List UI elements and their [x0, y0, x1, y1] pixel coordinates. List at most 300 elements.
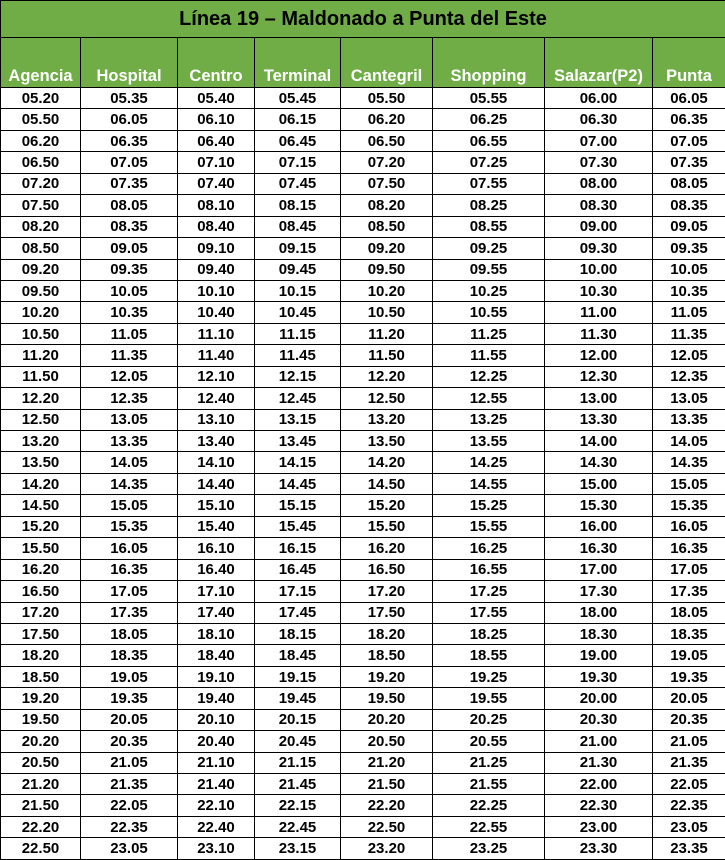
time-cell: 07.50	[1, 195, 81, 216]
time-cell: 14.05	[653, 431, 725, 452]
time-cell: 15.50	[341, 516, 433, 537]
time-cell: 15.05	[81, 495, 178, 516]
table-row	[1, 238, 725, 259]
time-cell: 13.35	[653, 409, 725, 430]
time-cell: 14.05	[81, 452, 178, 473]
time-cell: 15.20	[1, 516, 81, 537]
time-cell: 23.25	[433, 838, 545, 859]
table-row	[1, 345, 725, 366]
time-cell: 10.35	[653, 280, 725, 301]
table-row	[1, 195, 725, 216]
column-header-label: Centro	[178, 67, 254, 87]
time-cell: 11.35	[81, 345, 178, 366]
time-cell: 20.20	[341, 709, 433, 730]
time-cell: 06.40	[178, 130, 255, 151]
time-cell: 20.15	[255, 709, 341, 730]
time-cell: 10.55	[433, 302, 545, 323]
time-cell: 17.20	[1, 602, 81, 623]
table-row	[1, 688, 725, 709]
time-cell: 19.35	[653, 666, 725, 687]
time-cell: 14.00	[545, 431, 653, 452]
time-cell: 16.35	[653, 538, 725, 559]
table-row	[1, 109, 725, 130]
time-cell: 22.55	[433, 816, 545, 837]
time-cell: 13.50	[1, 452, 81, 473]
time-cell: 05.55	[433, 88, 545, 109]
time-cell: 08.20	[341, 195, 433, 216]
time-cell: 20.10	[178, 709, 255, 730]
time-cell: 11.40	[178, 345, 255, 366]
time-cell: 22.50	[1, 838, 81, 859]
time-cell: 21.20	[341, 752, 433, 773]
column-header-terminal	[255, 38, 341, 88]
column-header-label: Cantegril	[341, 67, 432, 87]
time-cell: 20.50	[1, 752, 81, 773]
time-cell: 09.05	[81, 238, 178, 259]
time-cell: 23.00	[545, 816, 653, 837]
time-cell: 16.25	[433, 538, 545, 559]
time-cell: 14.40	[178, 473, 255, 494]
time-cell: 19.55	[433, 688, 545, 709]
time-cell: 22.35	[81, 816, 178, 837]
time-cell: 21.35	[653, 752, 725, 773]
time-cell: 12.35	[81, 388, 178, 409]
time-cell: 08.15	[255, 195, 341, 216]
time-cell: 15.55	[433, 516, 545, 537]
time-cell: 18.35	[81, 645, 178, 666]
time-cell: 12.00	[545, 345, 653, 366]
time-cell: 11.35	[653, 323, 725, 344]
column-header-centro	[178, 38, 255, 88]
time-cell: 09.05	[653, 216, 725, 237]
time-cell: 23.35	[653, 838, 725, 859]
time-cell: 08.10	[178, 195, 255, 216]
time-cell: 19.05	[81, 666, 178, 687]
time-cell: 23.05	[653, 816, 725, 837]
time-cell: 22.10	[178, 795, 255, 816]
time-cell: 18.50	[1, 666, 81, 687]
time-cell: 18.55	[433, 645, 545, 666]
time-cell: 11.10	[178, 323, 255, 344]
time-cell: 16.20	[341, 538, 433, 559]
time-cell: 22.20	[341, 795, 433, 816]
time-cell: 17.00	[545, 559, 653, 580]
time-cell: 07.35	[653, 152, 725, 173]
table-row	[1, 409, 725, 430]
table-row	[1, 431, 725, 452]
table-row	[1, 538, 725, 559]
time-cell: 17.25	[433, 581, 545, 602]
time-cell: 06.20	[1, 130, 81, 151]
time-cell: 07.55	[433, 173, 545, 194]
time-cell: 05.35	[81, 88, 178, 109]
time-cell: 10.30	[545, 280, 653, 301]
time-cell: 15.35	[653, 495, 725, 516]
time-cell: 06.50	[1, 152, 81, 173]
time-cell: 14.35	[81, 473, 178, 494]
time-cell: 17.50	[1, 623, 81, 644]
time-cell: 17.45	[255, 602, 341, 623]
table-row	[1, 774, 725, 795]
time-cell: 08.35	[653, 195, 725, 216]
time-cell: 16.00	[545, 516, 653, 537]
table-row	[1, 388, 725, 409]
time-cell: 10.20	[1, 302, 81, 323]
time-cell: 14.50	[1, 495, 81, 516]
time-cell: 20.05	[81, 709, 178, 730]
time-cell: 13.05	[653, 388, 725, 409]
time-cell: 12.50	[341, 388, 433, 409]
time-cell: 18.05	[81, 623, 178, 644]
time-cell: 09.00	[545, 216, 653, 237]
time-cell: 14.55	[433, 473, 545, 494]
time-cell: 13.15	[255, 409, 341, 430]
time-cell: 05.20	[1, 88, 81, 109]
time-cell: 06.10	[178, 109, 255, 130]
column-header-label: Punta	[653, 67, 725, 87]
time-cell: 12.45	[255, 388, 341, 409]
time-cell: 17.20	[341, 581, 433, 602]
time-cell: 20.45	[255, 731, 341, 752]
time-cell: 17.50	[341, 602, 433, 623]
time-cell: 22.30	[545, 795, 653, 816]
time-cell: 15.10	[178, 495, 255, 516]
time-cell: 05.50	[1, 109, 81, 130]
time-cell: 14.35	[653, 452, 725, 473]
time-cell: 19.25	[433, 666, 545, 687]
time-cell: 06.05	[81, 109, 178, 130]
time-cell: 19.05	[653, 645, 725, 666]
column-header-row	[1, 38, 725, 88]
time-cell: 07.20	[1, 173, 81, 194]
time-cell: 14.45	[255, 473, 341, 494]
time-cell: 15.20	[341, 495, 433, 516]
column-header-salazar-p2	[545, 38, 653, 88]
time-cell: 20.20	[1, 731, 81, 752]
time-cell: 12.05	[81, 366, 178, 387]
time-cell: 11.05	[81, 323, 178, 344]
time-cell: 18.40	[178, 645, 255, 666]
time-cell: 11.50	[1, 366, 81, 387]
time-cell: 15.30	[545, 495, 653, 516]
time-cell: 22.05	[653, 774, 725, 795]
time-cell: 09.50	[341, 259, 433, 280]
time-cell: 21.40	[178, 774, 255, 795]
time-cell: 16.50	[1, 581, 81, 602]
column-header-agencia	[1, 38, 81, 88]
time-cell: 22.50	[341, 816, 433, 837]
time-cell: 09.15	[255, 238, 341, 259]
time-cell: 10.10	[178, 280, 255, 301]
table-row	[1, 645, 725, 666]
time-cell: 17.15	[255, 581, 341, 602]
time-cell: 11.45	[255, 345, 341, 366]
time-cell: 20.00	[545, 688, 653, 709]
time-cell: 23.05	[81, 838, 178, 859]
time-cell: 06.50	[341, 130, 433, 151]
time-cell: 09.30	[545, 238, 653, 259]
time-cell: 21.35	[81, 774, 178, 795]
time-cell: 12.50	[1, 409, 81, 430]
page-title-text: Línea 19 – Maldonado a Punta del Este	[179, 1, 547, 31]
time-cell: 17.05	[81, 581, 178, 602]
time-cell: 06.35	[653, 109, 725, 130]
table-row	[1, 280, 725, 301]
time-cell: 10.25	[433, 280, 545, 301]
time-cell: 06.00	[545, 88, 653, 109]
time-cell: 07.20	[341, 152, 433, 173]
time-cell: 12.10	[178, 366, 255, 387]
time-cell: 10.35	[81, 302, 178, 323]
time-cell: 17.40	[178, 602, 255, 623]
time-cell: 08.50	[341, 216, 433, 237]
time-cell: 08.00	[545, 173, 653, 194]
table-row	[1, 173, 725, 194]
time-cell: 17.35	[81, 602, 178, 623]
time-cell: 22.25	[433, 795, 545, 816]
time-cell: 13.10	[178, 409, 255, 430]
time-cell: 17.10	[178, 581, 255, 602]
time-cell: 10.20	[341, 280, 433, 301]
time-cell: 19.40	[178, 688, 255, 709]
time-cell: 20.40	[178, 731, 255, 752]
time-cell: 21.15	[255, 752, 341, 773]
time-cell: 18.10	[178, 623, 255, 644]
time-cell: 18.30	[545, 623, 653, 644]
time-cell: 05.50	[341, 88, 433, 109]
time-cell: 21.25	[433, 752, 545, 773]
table-row	[1, 473, 725, 494]
time-cell: 22.35	[653, 795, 725, 816]
time-cell: 23.15	[255, 838, 341, 859]
time-cell: 19.00	[545, 645, 653, 666]
time-cell: 14.20	[1, 473, 81, 494]
time-cell: 20.30	[545, 709, 653, 730]
time-cell: 08.55	[433, 216, 545, 237]
time-cell: 20.55	[433, 731, 545, 752]
time-cell: 19.35	[81, 688, 178, 709]
time-cell: 09.55	[433, 259, 545, 280]
time-cell: 12.25	[433, 366, 545, 387]
time-cell: 14.25	[433, 452, 545, 473]
time-cell: 07.45	[255, 173, 341, 194]
time-cell: 09.35	[81, 259, 178, 280]
time-cell: 16.45	[255, 559, 341, 580]
time-cell: 22.00	[545, 774, 653, 795]
time-cell: 15.50	[1, 538, 81, 559]
time-cell: 22.45	[255, 816, 341, 837]
time-cell: 17.30	[545, 581, 653, 602]
time-cell: 16.30	[545, 538, 653, 559]
table-row	[1, 216, 725, 237]
time-cell: 12.05	[653, 345, 725, 366]
column-header-cantegril	[341, 38, 433, 88]
time-cell: 19.30	[545, 666, 653, 687]
time-cell: 18.45	[255, 645, 341, 666]
time-cell: 12.15	[255, 366, 341, 387]
time-cell: 13.00	[545, 388, 653, 409]
time-cell: 21.30	[545, 752, 653, 773]
time-cell: 06.05	[653, 88, 725, 109]
time-cell: 13.40	[178, 431, 255, 452]
time-cell: 09.40	[178, 259, 255, 280]
time-cell: 18.20	[341, 623, 433, 644]
time-cell: 19.20	[1, 688, 81, 709]
time-cell: 06.55	[433, 130, 545, 151]
time-cell: 13.45	[255, 431, 341, 452]
time-cell: 06.30	[545, 109, 653, 130]
time-cell: 21.20	[1, 774, 81, 795]
time-cell: 10.15	[255, 280, 341, 301]
time-cell: 15.40	[178, 516, 255, 537]
time-cell: 07.10	[178, 152, 255, 173]
time-cell: 09.25	[433, 238, 545, 259]
time-cell: 08.50	[1, 238, 81, 259]
column-header-label: Hospital	[81, 67, 177, 87]
time-cell: 09.10	[178, 238, 255, 259]
time-cell: 06.15	[255, 109, 341, 130]
time-cell: 21.55	[433, 774, 545, 795]
time-cell: 08.45	[255, 216, 341, 237]
time-cell: 18.25	[433, 623, 545, 644]
time-cell: 23.20	[341, 838, 433, 859]
time-cell: 19.20	[341, 666, 433, 687]
time-cell: 17.55	[433, 602, 545, 623]
time-cell: 08.05	[81, 195, 178, 216]
time-cell: 07.05	[81, 152, 178, 173]
time-cell: 13.50	[341, 431, 433, 452]
page-title	[1, 1, 725, 38]
column-header-label: Salazar(P2)	[545, 67, 652, 87]
time-cell: 11.20	[1, 345, 81, 366]
time-cell: 15.15	[255, 495, 341, 516]
table-row	[1, 130, 725, 151]
column-header-punta	[653, 38, 725, 88]
table-row	[1, 152, 725, 173]
time-cell: 06.20	[341, 109, 433, 130]
time-cell: 14.30	[545, 452, 653, 473]
time-cell: 08.35	[81, 216, 178, 237]
table-row	[1, 602, 725, 623]
time-cell: 13.20	[341, 409, 433, 430]
table-row	[1, 259, 725, 280]
time-cell: 14.10	[178, 452, 255, 473]
table-row	[1, 559, 725, 580]
time-cell: 14.50	[341, 473, 433, 494]
time-cell: 13.35	[81, 431, 178, 452]
time-cell: 06.45	[255, 130, 341, 151]
table-row	[1, 452, 725, 473]
time-cell: 06.25	[433, 109, 545, 130]
table-row	[1, 302, 725, 323]
table-row	[1, 516, 725, 537]
time-cell: 21.05	[653, 731, 725, 752]
time-cell: 19.45	[255, 688, 341, 709]
time-cell: 16.05	[81, 538, 178, 559]
time-cell: 13.05	[81, 409, 178, 430]
time-cell: 20.50	[341, 731, 433, 752]
time-cell: 05.40	[178, 88, 255, 109]
time-cell: 21.05	[81, 752, 178, 773]
time-cell: 10.40	[178, 302, 255, 323]
time-cell: 15.45	[255, 516, 341, 537]
time-cell: 16.20	[1, 559, 81, 580]
time-cell: 11.00	[545, 302, 653, 323]
time-cell: 13.30	[545, 409, 653, 430]
time-cell: 10.50	[1, 323, 81, 344]
time-cell: 11.20	[341, 323, 433, 344]
time-cell: 10.45	[255, 302, 341, 323]
column-header-label: Terminal	[255, 67, 340, 87]
time-cell: 13.25	[433, 409, 545, 430]
table-row	[1, 366, 725, 387]
time-cell: 15.35	[81, 516, 178, 537]
time-cell: 16.50	[341, 559, 433, 580]
time-cell: 07.35	[81, 173, 178, 194]
time-cell: 16.40	[178, 559, 255, 580]
time-cell: 11.25	[433, 323, 545, 344]
table-row	[1, 323, 725, 344]
time-cell: 21.00	[545, 731, 653, 752]
time-cell: 14.20	[341, 452, 433, 473]
time-cell: 08.30	[545, 195, 653, 216]
time-cell: 11.15	[255, 323, 341, 344]
column-header-label: Shopping	[433, 67, 544, 87]
time-cell: 22.20	[1, 816, 81, 837]
table-row	[1, 495, 725, 516]
time-cell: 12.55	[433, 388, 545, 409]
time-cell: 16.05	[653, 516, 725, 537]
time-cell: 09.50	[1, 280, 81, 301]
time-cell: 19.15	[255, 666, 341, 687]
time-cell: 08.25	[433, 195, 545, 216]
time-cell: 17.05	[653, 559, 725, 580]
time-cell: 12.20	[1, 388, 81, 409]
table-row	[1, 88, 725, 109]
time-cell: 10.00	[545, 259, 653, 280]
time-cell: 10.50	[341, 302, 433, 323]
time-cell: 16.15	[255, 538, 341, 559]
table-row	[1, 838, 725, 859]
time-cell: 08.40	[178, 216, 255, 237]
time-cell: 20.05	[653, 688, 725, 709]
title-row	[1, 1, 725, 38]
time-cell: 17.35	[653, 581, 725, 602]
time-cell: 12.20	[341, 366, 433, 387]
column-header-shopping	[433, 38, 545, 88]
time-cell: 18.20	[1, 645, 81, 666]
time-cell: 07.50	[341, 173, 433, 194]
time-cell: 09.20	[1, 259, 81, 280]
time-cell: 11.50	[341, 345, 433, 366]
time-cell: 09.45	[255, 259, 341, 280]
time-cell: 06.35	[81, 130, 178, 151]
time-cell: 09.20	[341, 238, 433, 259]
table-row	[1, 731, 725, 752]
time-cell: 11.55	[433, 345, 545, 366]
time-cell: 10.05	[81, 280, 178, 301]
time-cell: 07.30	[545, 152, 653, 173]
time-cell: 07.05	[653, 130, 725, 151]
time-cell: 07.40	[178, 173, 255, 194]
time-cell: 23.30	[545, 838, 653, 859]
time-cell: 07.00	[545, 130, 653, 151]
time-cell: 18.35	[653, 623, 725, 644]
time-cell: 09.35	[653, 238, 725, 259]
time-cell: 18.05	[653, 602, 725, 623]
time-cell: 16.55	[433, 559, 545, 580]
time-cell: 21.10	[178, 752, 255, 773]
